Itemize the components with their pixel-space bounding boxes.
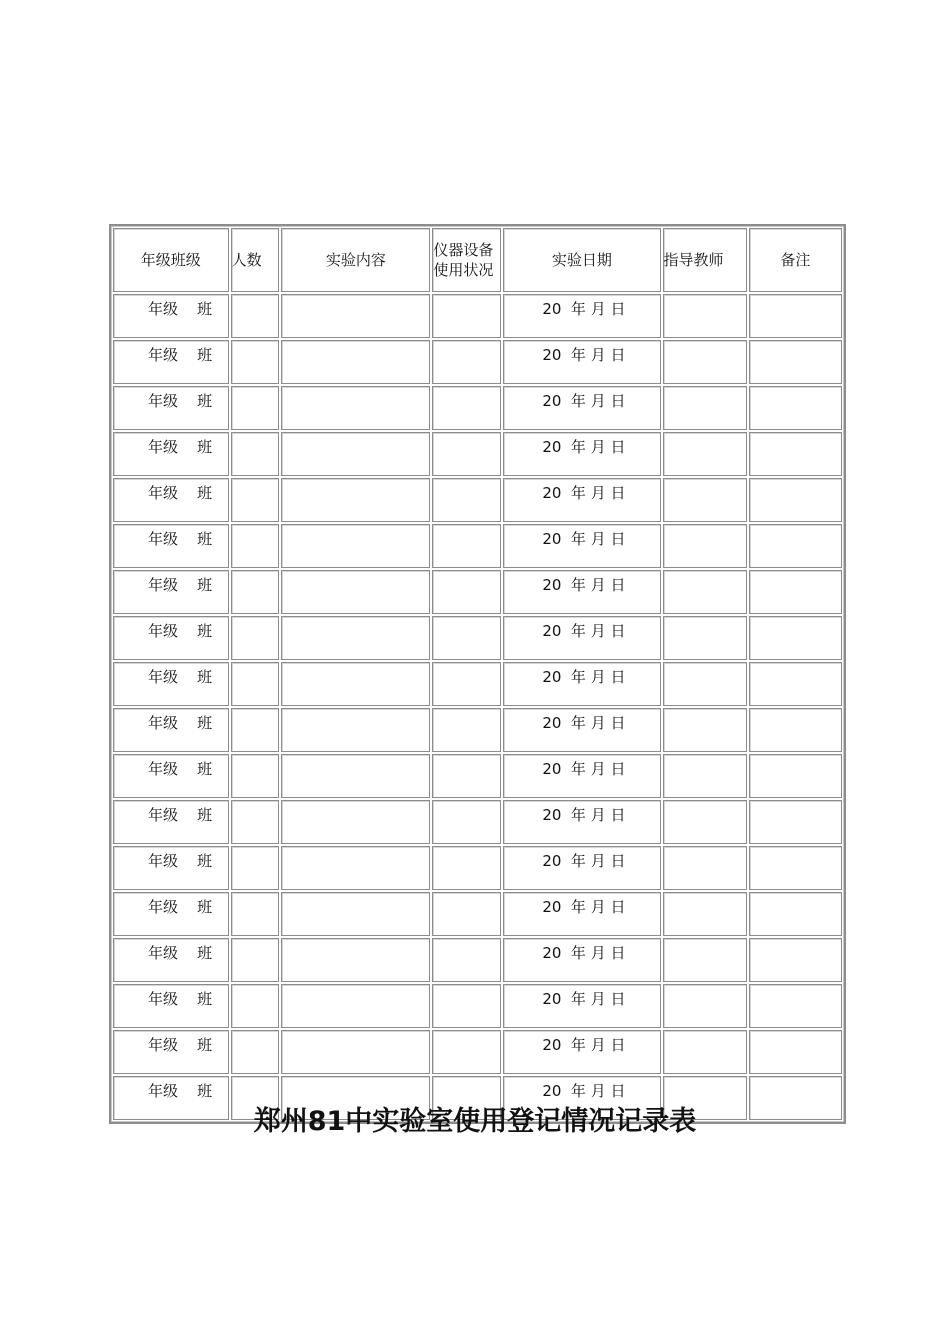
cell-grade-class: 年级 班 xyxy=(113,846,229,890)
cell-equipment-status[interactable] xyxy=(432,340,501,384)
cell-remarks[interactable] xyxy=(749,386,842,430)
cell-grade-class: 年级 班 xyxy=(113,892,229,936)
cell-equipment-status[interactable] xyxy=(432,616,501,660)
table-row xyxy=(113,754,842,798)
cell-grade-class: 年级 班 xyxy=(113,938,229,982)
header-equipment-status xyxy=(432,228,501,292)
cell-experiment-date: 20 年 月 日 xyxy=(503,478,660,522)
cell-remarks[interactable] xyxy=(749,340,842,384)
cell-experiment-content[interactable] xyxy=(281,662,430,706)
cell-instructor[interactable] xyxy=(663,1030,747,1074)
cell-experiment-content[interactable] xyxy=(281,432,430,476)
cell-grade-class: 年级 班 xyxy=(113,800,229,844)
header-instructor: 指导教师 xyxy=(663,228,747,292)
cell-instructor[interactable] xyxy=(663,294,747,338)
table-row xyxy=(113,662,842,706)
cell-headcount[interactable] xyxy=(231,386,280,430)
cell-headcount[interactable] xyxy=(231,1030,280,1074)
cell-grade-class: 年级 班 xyxy=(113,294,229,338)
cell-experiment-content[interactable] xyxy=(281,892,430,936)
cell-instructor[interactable] xyxy=(663,570,747,614)
cell-remarks[interactable] xyxy=(749,938,842,982)
cell-experiment-date: 20 年 月 日 xyxy=(503,340,660,384)
cell-headcount[interactable] xyxy=(231,662,280,706)
cell-instructor[interactable] xyxy=(663,662,747,706)
table-row xyxy=(113,1030,842,1074)
cell-remarks[interactable] xyxy=(749,754,842,798)
cell-instructor[interactable] xyxy=(663,616,747,660)
cell-remarks[interactable] xyxy=(749,570,842,614)
cell-experiment-content[interactable] xyxy=(281,340,430,384)
cell-equipment-status[interactable] xyxy=(432,1030,501,1074)
cell-grade-class: 年级 班 xyxy=(113,984,229,1028)
cell-remarks[interactable] xyxy=(749,662,842,706)
cell-experiment-date: 20 年 月 日 xyxy=(503,708,660,752)
cell-grade-class: 年级 班 xyxy=(113,1076,229,1120)
cell-headcount[interactable] xyxy=(231,478,280,522)
cell-grade-class: 年级 班 xyxy=(113,524,229,568)
cell-experiment-content[interactable] xyxy=(281,294,430,338)
cell-grade-class: 年级 班 xyxy=(113,662,229,706)
cell-equipment-status[interactable] xyxy=(432,478,501,522)
cell-experiment-date: 20 年 月 日 xyxy=(503,524,660,568)
table-row xyxy=(113,800,842,844)
header-equipment-line2: 使用状况 xyxy=(433,261,494,279)
cell-experiment-date: 20 年 月 日 xyxy=(503,616,660,660)
table-row xyxy=(113,478,842,522)
header-equipment-line1: 仪器设备 xyxy=(433,241,494,259)
cell-experiment-content[interactable] xyxy=(281,1030,430,1074)
cell-experiment-date: 20 年 月 日 xyxy=(503,432,660,476)
cell-experiment-content[interactable] xyxy=(281,984,430,1028)
cell-grade-class: 年级 班 xyxy=(113,1030,229,1074)
header-experiment-date: 实验日期 xyxy=(503,228,660,292)
registration-table xyxy=(109,224,846,1124)
cell-headcount[interactable] xyxy=(231,570,280,614)
cell-headcount[interactable] xyxy=(231,524,280,568)
table-row xyxy=(113,708,842,752)
cell-headcount[interactable] xyxy=(231,432,280,476)
cell-experiment-content[interactable] xyxy=(281,386,430,430)
cell-equipment-status[interactable] xyxy=(432,662,501,706)
page-title: 郑州81中实验室使用登记情况记录表 xyxy=(253,1106,697,1137)
cell-experiment-date: 20 年 月 日 xyxy=(503,662,660,706)
cell-experiment-date: 20 年 月 日 xyxy=(503,1076,660,1120)
cell-experiment-content[interactable] xyxy=(281,708,430,752)
cell-equipment-status[interactable] xyxy=(432,800,501,844)
cell-headcount[interactable] xyxy=(231,846,280,890)
cell-remarks[interactable] xyxy=(749,984,842,1028)
cell-equipment-status[interactable] xyxy=(432,432,501,476)
table-body xyxy=(113,294,842,1120)
cell-equipment-status[interactable] xyxy=(432,892,501,936)
table-row xyxy=(113,846,842,890)
cell-equipment-status[interactable] xyxy=(432,938,501,982)
cell-equipment-status[interactable] xyxy=(432,524,501,568)
cell-experiment-content[interactable] xyxy=(281,478,430,522)
cell-experiment-date: 20 年 月 日 xyxy=(503,984,660,1028)
cell-experiment-date: 20 年 月 日 xyxy=(503,800,660,844)
cell-grade-class: 年级 班 xyxy=(113,754,229,798)
cell-headcount[interactable] xyxy=(231,938,280,982)
cell-instructor[interactable] xyxy=(663,432,747,476)
cell-instructor[interactable] xyxy=(663,340,747,384)
cell-instructor[interactable] xyxy=(663,524,747,568)
cell-experiment-date: 20 年 月 日 xyxy=(503,846,660,890)
cell-instructor[interactable] xyxy=(663,386,747,430)
cell-equipment-status[interactable] xyxy=(432,386,501,430)
table-row xyxy=(113,892,842,936)
cell-experiment-content[interactable] xyxy=(281,616,430,660)
cell-experiment-date: 20 年 月 日 xyxy=(503,938,660,982)
cell-experiment-date: 20 年 月 日 xyxy=(503,892,660,936)
cell-grade-class: 年级 班 xyxy=(113,708,229,752)
cell-instructor[interactable] xyxy=(663,846,747,890)
cell-experiment-content[interactable] xyxy=(281,754,430,798)
cell-remarks[interactable] xyxy=(749,846,842,890)
cell-experiment-date: 20 年 月 日 xyxy=(503,754,660,798)
cell-headcount[interactable] xyxy=(231,340,280,384)
table-row xyxy=(113,340,842,384)
cell-remarks[interactable] xyxy=(749,524,842,568)
cell-equipment-status[interactable] xyxy=(432,570,501,614)
cell-experiment-date: 20 年 月 日 xyxy=(503,294,660,338)
cell-grade-class: 年级 班 xyxy=(113,616,229,660)
cell-grade-class: 年级 班 xyxy=(113,432,229,476)
cell-remarks[interactable] xyxy=(749,294,842,338)
cell-remarks[interactable] xyxy=(749,616,842,660)
header-remarks: 备注 xyxy=(749,228,842,292)
cell-experiment-content[interactable] xyxy=(281,524,430,568)
cell-experiment-content[interactable] xyxy=(281,938,430,982)
cell-headcount[interactable] xyxy=(231,800,280,844)
cell-headcount[interactable] xyxy=(231,294,280,338)
cell-grade-class: 年级 班 xyxy=(113,570,229,614)
table-row xyxy=(113,570,842,614)
header-headcount: 人数 xyxy=(231,228,280,292)
cell-equipment-status[interactable] xyxy=(432,846,501,890)
table-row xyxy=(113,984,842,1028)
header-experiment-content: 实验内容 xyxy=(281,228,430,292)
cell-equipment-status[interactable] xyxy=(432,708,501,752)
cell-equipment-status[interactable] xyxy=(432,754,501,798)
table-row xyxy=(113,432,842,476)
cell-headcount[interactable] xyxy=(231,708,280,752)
cell-experiment-date: 20 年 月 日 xyxy=(503,386,660,430)
cell-headcount[interactable] xyxy=(231,616,280,660)
table-row xyxy=(113,938,842,982)
cell-headcount[interactable] xyxy=(231,892,280,936)
header-grade-class: 年级班级 xyxy=(113,228,229,292)
cell-headcount[interactable] xyxy=(231,754,280,798)
cell-remarks[interactable] xyxy=(749,708,842,752)
cell-remarks[interactable] xyxy=(749,478,842,522)
cell-remarks[interactable] xyxy=(749,1030,842,1074)
cell-experiment-content[interactable] xyxy=(281,846,430,890)
cell-instructor[interactable] xyxy=(663,708,747,752)
cell-experiment-content[interactable] xyxy=(281,800,430,844)
table-row xyxy=(113,524,842,568)
cell-experiment-content[interactable] xyxy=(281,570,430,614)
cell-grade-class: 年级 班 xyxy=(113,340,229,384)
cell-instructor[interactable] xyxy=(663,938,747,982)
cell-instructor[interactable] xyxy=(663,478,747,522)
cell-experiment-date: 20 年 月 日 xyxy=(503,1030,660,1074)
cell-remarks[interactable] xyxy=(749,432,842,476)
table-row xyxy=(113,616,842,660)
cell-grade-class: 年级 班 xyxy=(113,386,229,430)
cell-remarks[interactable] xyxy=(749,800,842,844)
cell-remarks[interactable] xyxy=(749,892,842,936)
cell-instructor[interactable] xyxy=(663,984,747,1028)
cell-grade-class: 年级 班 xyxy=(113,478,229,522)
table-row xyxy=(113,386,842,430)
cell-instructor[interactable] xyxy=(663,800,747,844)
cell-instructor[interactable] xyxy=(663,892,747,936)
cell-instructor[interactable] xyxy=(663,754,747,798)
table-row xyxy=(113,294,842,338)
cell-headcount[interactable] xyxy=(231,984,280,1028)
cell-experiment-date: 20 年 月 日 xyxy=(503,570,660,614)
header-row xyxy=(113,228,842,292)
cell-equipment-status[interactable] xyxy=(432,984,501,1028)
cell-equipment-status[interactable] xyxy=(432,294,501,338)
